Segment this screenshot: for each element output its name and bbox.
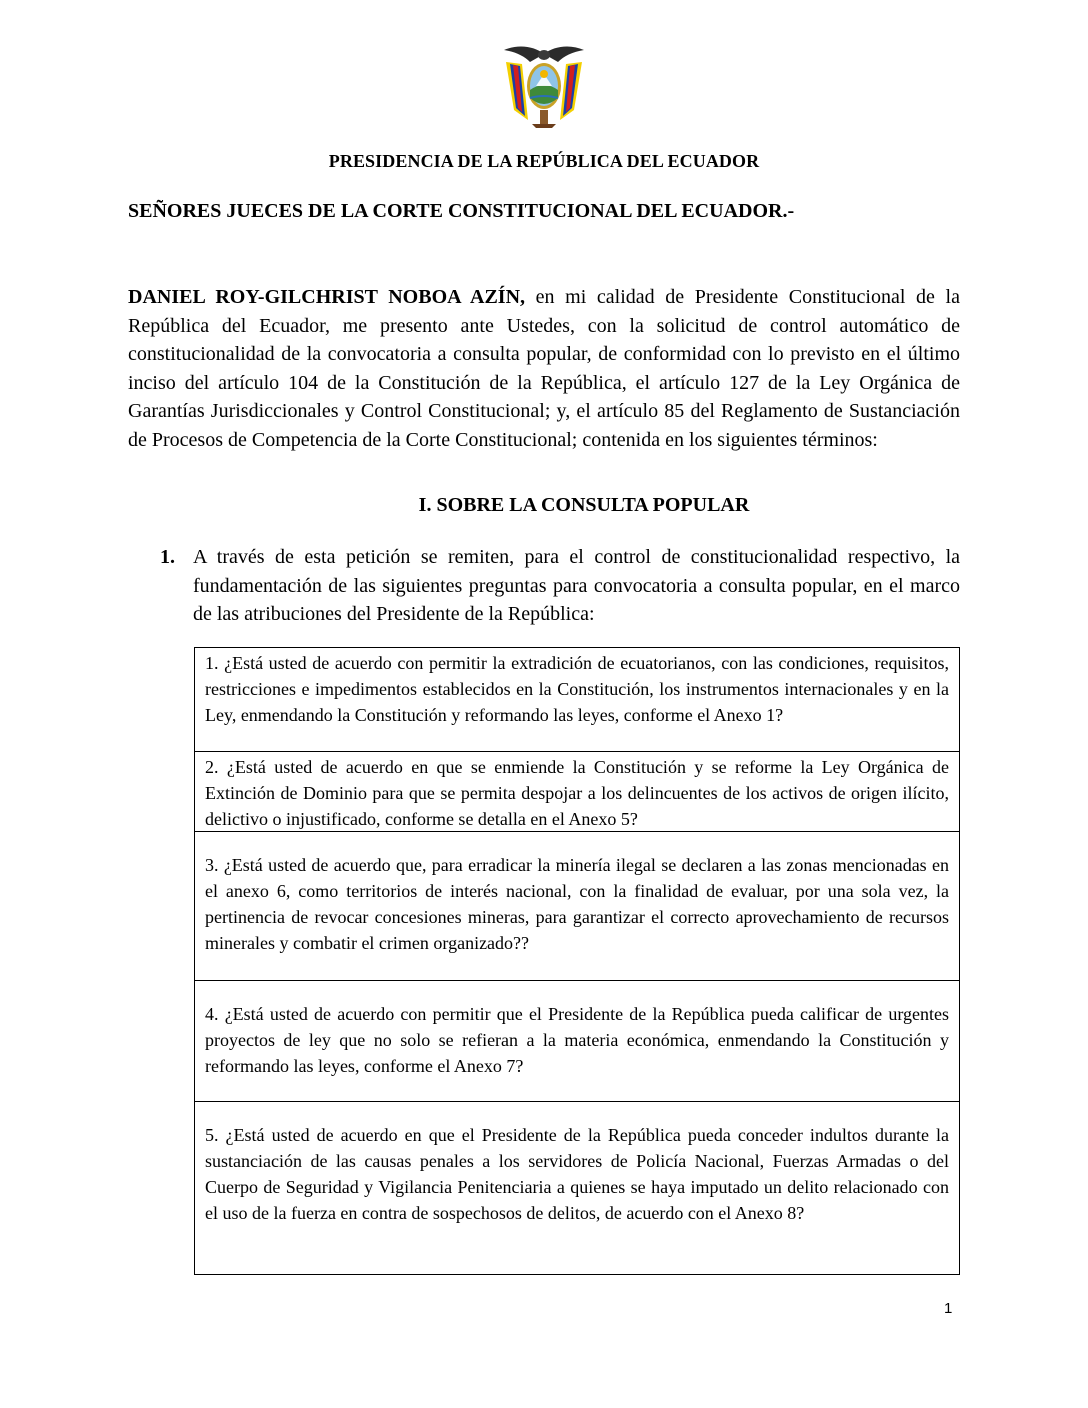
paragraph-text: A través de esta petición se remiten, para el control de constitucionalidad respectivo, la fundamentación de las siguientes preguntas para convocatoria a consulta popular, en el marco de las atribuciones del Presidente de la República: [193, 546, 960, 626]
petitioner-name: DANIEL ROY-GILCHRIST NOBOA AZÍN, [128, 286, 526, 308]
question-cell: 1. ¿Está usted de acuerdo con permitir la extradición de ecuatorianos, con las condiciones, requisitos, restricciones e impedimentos establecidos en la Constitución, los instrumentos internacionales y en la Ley, enmendando la Constitución y reformando las leyes, conforme el Anexo 1? [195, 648, 959, 752]
question-cell: 5. ¿Está usted de acuerdo en que el Presidente de la República pueda conceder indultos durante la sustanciación de las causas penales a los servidores de Policía Nacional, Fuerzas Armadas o del Cuerpo de Seguridad y Vigilancia Penitenciaria a quienes se haya imputado un delito relacionado con el uso de la fuerza en contra de sospechosos de delitos, de acuerdo con el Anexo 8? [205, 1125, 949, 1223]
addressee-heading: SEÑORES JUECES DE LA CORTE CONSTITUCIONAL DEL ECUADOR.- [128, 200, 795, 222]
intro-text: en mi calidad de Presidente Constitucional de la República del Ecuador, me presento ante Ustedes, con la solicitud de control automático de constitucionalidad de la convocatoria a consulta popular, de conformidad con lo previsto en el último inciso del artículo 104 de la Constitución de la República, el artículo 127 de la Ley Orgánica de Garantías Jurisdiccionales y Control Constitucional; y, el artículo 85 del Reglamento de Sustanciación de Procesos de Competencia de la Corte Constitucional; contenida en los siguientes términos: [128, 286, 960, 451]
section-title: I. SOBRE LA CONSULTA POPULAR [418, 494, 750, 516]
question-cell: 2. ¿Está usted de acuerdo en que se enmiende la Constitución y se reforme la Ley Orgánica de Extinción de Dominio para que se permita despojar a los delincuentes de los activos de origen ilícito, delictivo o injustificado, conforme se detalla en el Anexo 5? [195, 752, 959, 832]
institution-heading: PRESIDENCIA DE LA REPÚBLICA DEL ECUADOR [328, 151, 760, 171]
ecuador-coat-of-arms-icon [498, 40, 590, 132]
question-cell: 4. ¿Está usted de acuerdo con permitir que el Presidente de la República pueda calificar de urgentes proyectos de ley que no solo se refieran a la materia económica, enmendando la Constitución y reformando las leyes, conforme el Anexo 7? [195, 981, 959, 1102]
page-number: 1 [944, 1300, 953, 1317]
intro-paragraph [128, 283, 960, 455]
questions-table [194, 647, 960, 1275]
paragraph-number: 1. [160, 546, 175, 568]
numbered-paragraph [160, 543, 960, 629]
question-cell: 3. ¿Está usted de acuerdo que, para erradicar la minería ilegal se declaren a las zonas mencionadas en el anexo 6, como territorios de interés nacional, con la finalidad de evaluar, por una sola vez, la pertinencia de revocar concesiones mineras, para garantizar el correcto aprovechamiento de recursos minerales y combatir el crimen organizado?? [195, 832, 959, 981]
